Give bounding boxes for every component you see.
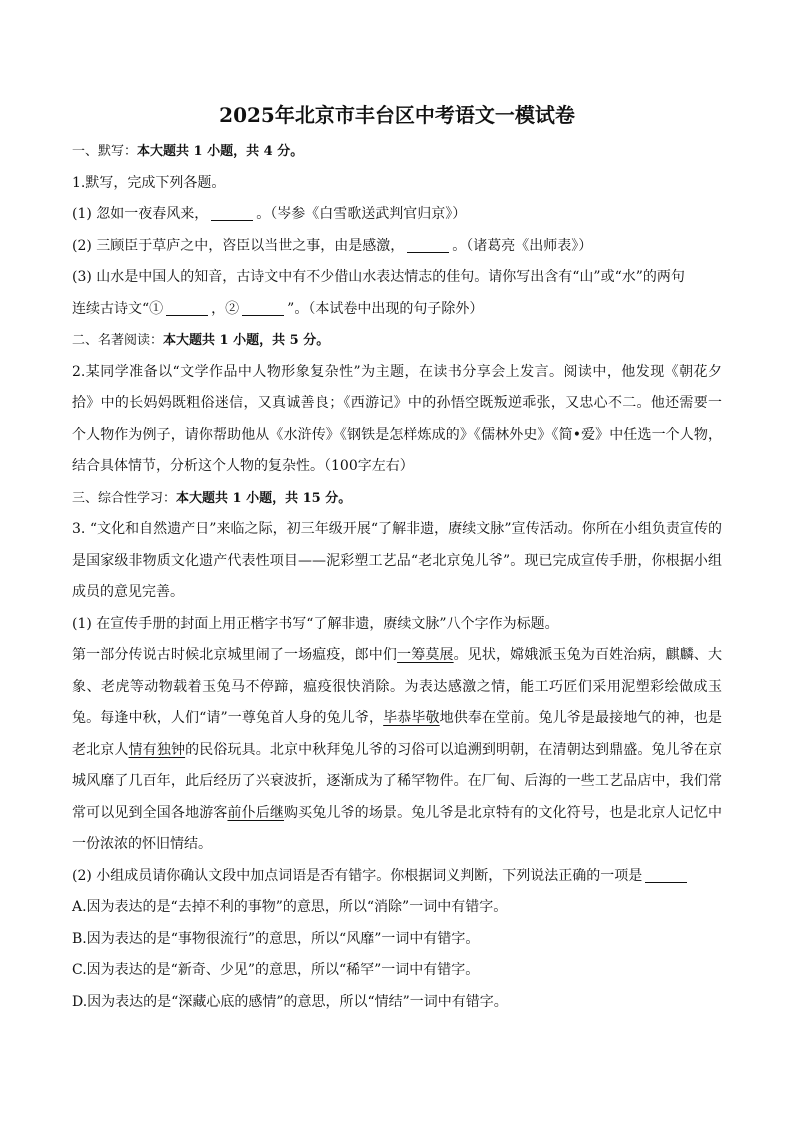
passage-text: 的民俗玩具。北京中秋拜兔儿爷的习俗可以追溯到明朝，在清朝达到鼎盛。兔儿爷在京城风靡了几百年，此后经历了兴衰波折，逐渐成为了稀罕物件。在厂甸、后海的一些工艺品店中，我们常常可以见到全国各地游客 bbox=[72, 741, 723, 821]
q1-item-2-source: 。（诸葛亮《出师表》） bbox=[452, 237, 593, 254]
section-3-header bbox=[72, 483, 722, 515]
option-d[interactable]: D.因为表达的是“深藏心底的感情”的意思，所以“情结”一词中有错字。 bbox=[72, 993, 508, 1010]
section-1-info: 本大题共 1 小题，共 4 分。 bbox=[137, 144, 304, 159]
q1-item-3-line1: (3) 山水是中国人的知音，古诗文中有不少借山水表达情志的佳句。请你写出含有“山”或“水”的两句 bbox=[72, 269, 685, 285]
q3-sub-2-text: (2) 小组成员请你确认文段中加点词语是否有错字。你根据词义判断，下列说法正确的一项是 bbox=[72, 867, 643, 884]
q3-sub-2 bbox=[72, 861, 722, 893]
q3-sub-1: (1) 在宣传手册的封面上用正楷字书写“了解非遗，赓续文脉”八个字作为标题。 bbox=[72, 615, 559, 632]
passage-text: 地供奉在堂前。兔儿爷是最接地气的神，也是老北京人 bbox=[72, 710, 722, 758]
passage-text: 购买兔儿爷的场景。兔儿爷是北京特有的文化符号，也是北京人记忆中一份浓浓的怀旧情结。 bbox=[72, 804, 723, 852]
q1-item-1 bbox=[72, 199, 722, 231]
section-1-header bbox=[72, 136, 722, 168]
q1-stem: 1.默写，完成下列各题。 bbox=[72, 174, 226, 191]
answer-blank[interactable] bbox=[407, 236, 449, 253]
q1-item-3-line2 bbox=[72, 294, 722, 326]
q1-item-2-text: (2) 三顾臣于草庐之中，咨臣以当世之事，由是感激， bbox=[72, 237, 405, 254]
section-2-head: 二、名著阅读： bbox=[72, 333, 164, 348]
option-c[interactable]: C.因为表达的是“新奇、少见”的意思，所以“稀罕”一词中有错字。 bbox=[72, 962, 480, 978]
q1-item-3-part-c: ，② bbox=[211, 300, 240, 317]
answer-blank[interactable] bbox=[211, 204, 253, 221]
section-3-head: 三、综合性学习： bbox=[72, 490, 177, 506]
passage-text: 第一部分传说古时候北京城里闹了一场瘟疫，郎中们 bbox=[72, 647, 398, 663]
marked-phrase: 毕恭毕敬 bbox=[383, 710, 440, 726]
marked-phrase: 情有独钟 bbox=[128, 741, 186, 758]
q1-item-1-source: 。（岑参《白雪歌送武判官归京》） bbox=[256, 206, 467, 222]
option-a[interactable]: A.因为表达的是“去掉不利的事物”的意思，所以“消除”一词中有错字。 bbox=[72, 899, 508, 915]
q3-passage bbox=[72, 640, 722, 861]
answer-blank[interactable] bbox=[645, 866, 687, 883]
q1-item-3-part-b: 连续古诗文“① bbox=[72, 300, 164, 317]
answer-blank[interactable] bbox=[242, 299, 284, 316]
page-title: 2025年北京市丰台区中考语文一模试卷 bbox=[219, 103, 575, 127]
q3-intro: 3. “文化和自然遗产日”来临之际，初三年级开展“了解非遗，赓续文脉”宣传活动。你所在小组负责宣传的是国家级非物质文化遗产代表性项目——泥彩塑工艺品“老北京兔儿爷”。现已完成宣传手册，你根据小组成员的意见完善。 bbox=[72, 521, 722, 600]
section-2-header bbox=[72, 325, 722, 357]
q1-item-1-text: (1) 忽如一夜春风来， bbox=[72, 206, 209, 222]
q1-item-2 bbox=[72, 231, 722, 263]
passage-text: 。见状，嫦娥派玉兔为百姓治病，麒麟、大象、老虎等动物载着玉兔马不停蹄，瘟疫很快消除。为表达感激之情，能工巧匠们采用泥塑彩绘做成玉兔。每逢中秋，人们“请”一尊兔首人身的兔儿爷， bbox=[72, 647, 723, 726]
answer-blank[interactable] bbox=[166, 299, 208, 316]
section-3-info: 本大题共 1 小题，共 15 分。 bbox=[176, 490, 352, 506]
marked-phrase: 前仆后继 bbox=[227, 804, 285, 821]
section-2-info: 本大题共 1 小题，共 5 分。 bbox=[163, 333, 330, 348]
section-1-head: 一、默写： bbox=[72, 144, 138, 159]
marked-phrase: 一筹莫展 bbox=[397, 647, 454, 663]
q1-item-3-part-d: ”。（本试卷中出现的句子除外） bbox=[287, 300, 484, 317]
q2-text: 2.某同学准备以“文学作品中人物形象复杂性”为主题，在读书分享会上发言。阅读中，他发现《朝花夕拾》中的长妈妈既粗俗迷信，又真诚善良；《西游记》中的孙悟空既叛逆乖张，又忠心不二。他还需要一个人物作为例子，请你帮助他从《水浒传》《钢铁是怎样炼成的》《儒林外史》《简•爱》中任选一个人物，结合具体情节，分析这个人物的复杂性。（100字左右） bbox=[72, 363, 722, 474]
option-b[interactable]: B.因为表达的是“事物很流行”的意思，所以“风靡”一词中有错字。 bbox=[72, 930, 480, 947]
